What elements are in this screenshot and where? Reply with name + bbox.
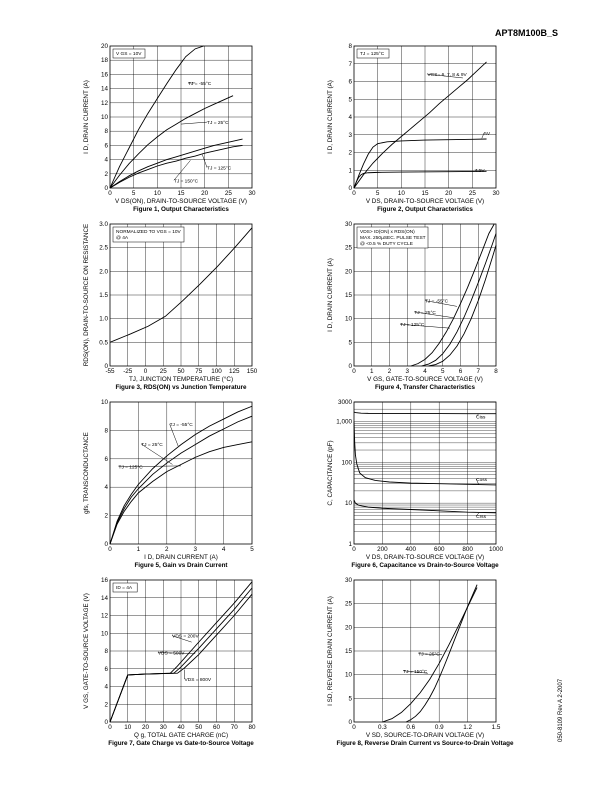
x-tick-label: 75 (195, 368, 203, 375)
figure-caption: Figure 5, Gain vs Drain Current (134, 562, 228, 569)
x-tick-label: 50 (177, 368, 185, 375)
y-tick-label: 1.0 (99, 315, 108, 323)
y-tick-label: 0 (104, 541, 108, 548)
x-tick-label: 40 (177, 724, 185, 731)
legend-box-text: ID = 4A (116, 586, 133, 591)
document-revision-note: 050-8109 Rev A 2-2007 (558, 678, 564, 742)
annotation-leader (174, 160, 191, 180)
annotation-label: VGS= 6, 7, 8 & 9V (427, 73, 467, 79)
figure-caption: Figure 8, Reverse Drain Current vs Source-to-Drain Voltage (336, 740, 514, 747)
y-tick-label: 0 (104, 719, 108, 726)
x-tick-label: 7 (476, 368, 481, 375)
figure-caption: Figure 3, RDS(ON) vs Junction Temperature (115, 384, 247, 391)
y-tick-label: 5 (348, 339, 352, 347)
x-tick-label: 5 (250, 546, 254, 553)
x-axis-label: V DS, DRAIN-TO-SOURCE VOLTAGE (V) (365, 554, 485, 561)
annotation-label: TJ = 25°C (207, 121, 229, 127)
annotation-leader (181, 122, 207, 124)
annotation-label: TJ = 25°C (418, 652, 440, 658)
x-tick-label: 1000 (488, 546, 504, 553)
y-tick-label: 8 (104, 648, 108, 655)
y-tick-label: 1.5 (99, 292, 108, 299)
y-tick-label: 8 (104, 128, 108, 136)
x-axis-label: V DS, DRAIN-TO-SOURCE VOLTAGE (V) (365, 198, 485, 205)
chart-figure-3 (76, 218, 266, 400)
series-line (406, 585, 477, 722)
y-tick-label: 1 (348, 541, 352, 548)
x-tick-label: 150 (246, 368, 258, 375)
chart-figure-7 (76, 574, 266, 756)
legend-box-text: NORMALIZED TO VGS = 10V (116, 230, 181, 235)
y-tick-label: 4 (104, 683, 108, 691)
plot-area (101, 399, 254, 553)
y-axis-label: I D, DRAIN CURRENT (A) (83, 80, 90, 154)
annotation-label: Ciss (476, 415, 486, 421)
x-axis-label: I D, DRAIN CURRENT (A) (144, 554, 218, 561)
y-tick-label: 2.0 (99, 268, 108, 276)
y-tick-label: 15 (344, 648, 352, 655)
y-tick-label: 2 (104, 512, 108, 520)
x-tick-label: 4 (423, 368, 427, 375)
annotation-label: TJ = 125°C (207, 166, 232, 172)
y-tick-label: 20 (344, 624, 352, 632)
x-tick-label: 0 (108, 546, 112, 553)
y-tick-label: 20 (100, 43, 108, 50)
annotation-label: 5V (484, 131, 491, 137)
chart-figure-5 (76, 396, 266, 578)
y-tick-label: 8 (348, 43, 352, 50)
annotation-label: TJ = -55°C (425, 299, 449, 305)
x-tick-label: 0 (108, 724, 112, 731)
y-tick-label: 25 (344, 600, 352, 608)
annotation-label: VDS = 200V (172, 634, 199, 640)
x-tick-label: 1 (136, 546, 141, 553)
plot-area (99, 221, 258, 375)
x-tick-label: 1 (369, 368, 374, 375)
x-tick-label: 400 (405, 546, 417, 553)
y-tick-label: 3.0 (99, 221, 108, 228)
x-tick-label: -55 (105, 368, 115, 375)
legend-box-text: @ <0.5 % DUTY CYCLE (360, 242, 413, 247)
x-axis-label: V SD, SOURCE-TO-DRAIN VOLTAGE (V) (365, 732, 485, 739)
x-tick-label: 200 (377, 546, 388, 553)
x-tick-label: 3 (405, 368, 410, 375)
x-tick-label: 0 (352, 368, 356, 375)
y-axis-label: I D, DRAIN CURRENT (A) (327, 80, 334, 154)
figure-caption: Figure 6, Capacitance vs Drain-to-Source Voltage (351, 562, 499, 569)
x-tick-label: 2 (387, 368, 392, 375)
y-tick-label: 10 (344, 500, 352, 508)
plot-area (348, 43, 500, 197)
x-tick-label: 2 (165, 546, 169, 553)
y-tick-label: 0.5 (99, 339, 108, 347)
annotation-label: TJ = 125°C (118, 465, 143, 471)
annotation-label: TJ = 150°C (173, 179, 199, 185)
y-tick-label: 1,000 (336, 418, 352, 426)
chart-figure-8 (320, 574, 515, 756)
y-tick-label: 2 (104, 701, 108, 709)
y-tick-label: 2 (348, 149, 352, 157)
x-tick-label: 1.2 (463, 724, 472, 731)
y-tick-label: 6 (104, 665, 108, 673)
x-tick-label: 0 (108, 190, 112, 197)
series-line (354, 421, 496, 484)
annotation-label: TJ = -55°C (169, 423, 193, 429)
y-tick-label: 0 (348, 719, 352, 726)
y-tick-label: 10 (344, 315, 352, 323)
x-tick-label: 5 (375, 190, 380, 197)
x-tick-label: 0.9 (434, 724, 444, 731)
y-tick-label: 4 (104, 156, 108, 164)
x-tick-label: 600 (433, 546, 445, 553)
x-tick-label: 0 (352, 546, 356, 553)
figure-caption: Figure 2, Output Characteristics (377, 206, 473, 213)
x-tick-label: 800 (462, 546, 473, 553)
y-tick-label: 10 (100, 114, 108, 121)
x-tick-label: 25 (159, 368, 167, 375)
series-line (110, 442, 252, 544)
y-tick-label: 10 (344, 671, 352, 679)
x-tick-label: 50 (195, 724, 203, 731)
y-tick-label: 0 (348, 363, 352, 370)
y-axis-label: I SD, REVERSE DRAIN CURRENT (A) (327, 596, 334, 706)
figure-caption: Figure 4, Transfer Characteristics (374, 384, 476, 391)
chart-figure-6 (320, 396, 520, 578)
annotation-label: TJ = 150°C (403, 669, 428, 675)
annotation-label: TJ = 125°C (400, 323, 425, 329)
x-tick-label: 125 (228, 368, 240, 375)
x-tick-label: 20 (445, 190, 453, 197)
y-axis-label: RDS(ON), DRAIN-TO-SOURCE ON RESISTANCE (83, 223, 90, 367)
legend-box-text: @ 4A (116, 236, 129, 241)
y-tick-label: 4 (348, 114, 352, 121)
y-tick-label: 16 (100, 577, 108, 584)
annotation-label: TJ = 25°C (141, 443, 163, 449)
y-tick-label: 3 (348, 131, 352, 139)
figure-caption: Figure 7, Gate Charge vs Gate-to-Source Voltage (108, 740, 254, 747)
x-tick-label: 25 (468, 190, 476, 197)
x-tick-label: 1.5 (491, 724, 501, 731)
series-line (354, 171, 487, 188)
y-tick-label: 12 (100, 612, 108, 620)
x-tick-label: 6 (458, 368, 463, 375)
chart-figure-4 (320, 218, 515, 400)
y-tick-label: 8 (104, 427, 108, 435)
y-tick-label: 0 (348, 185, 352, 192)
annotation-label: 4.5V (474, 169, 485, 175)
legend-box-text: VDS> ID(ON) x RDS(ON) (360, 230, 415, 235)
x-tick-label: 30 (492, 190, 500, 197)
x-tick-label: 30 (159, 724, 167, 731)
y-tick-label: 20 (344, 268, 352, 276)
annotation-label: VDS = 500V (157, 651, 185, 657)
annotation-label: Coss (476, 477, 488, 483)
x-tick-label: 20 (201, 190, 209, 197)
page-title: APT8M100B_S (494, 28, 558, 38)
y-tick-label: 6 (104, 142, 108, 150)
x-tick-label: 80 (248, 724, 256, 731)
y-tick-label: 16 (100, 71, 108, 79)
legend-box-text: V GS = 10V (116, 52, 142, 57)
y-tick-label: 30 (344, 221, 352, 228)
series-line (110, 96, 233, 188)
y-tick-label: 30 (344, 577, 352, 584)
series-line (354, 500, 496, 513)
legend-box-text: MAX. 250µSEC. PULSE TEST (360, 236, 426, 241)
x-tick-label: 60 (212, 724, 221, 731)
series-line (354, 139, 487, 188)
y-tick-label: 3000 (337, 399, 352, 406)
y-tick-label: 6 (104, 455, 108, 463)
y-tick-label: 6 (348, 78, 352, 86)
y-tick-label: 7 (348, 60, 352, 68)
x-tick-label: 0.3 (378, 724, 387, 731)
x-tick-label: 100 (211, 368, 222, 375)
series-line (110, 416, 252, 544)
legend-box-text: TJ = 125°C (360, 52, 385, 57)
x-tick-label: 15 (421, 190, 429, 197)
y-tick-label: 15 (344, 292, 352, 299)
plot-area (345, 577, 501, 731)
x-tick-label: 4 (221, 546, 226, 553)
y-tick-label: 10 (100, 630, 108, 638)
y-tick-label: 10 (100, 399, 108, 406)
x-tick-label: 10 (124, 724, 132, 731)
x-tick-label: 5 (440, 368, 445, 375)
y-tick-label: 14 (100, 85, 108, 93)
annotation-label: VDS = 800V (184, 678, 212, 684)
series-line (354, 412, 496, 414)
x-tick-label: 10 (397, 190, 405, 197)
x-axis-label: V GS, GATE-TO-SOURCE VOLTAGE (V) (367, 376, 483, 383)
y-tick-label: 0 (104, 185, 108, 192)
y-tick-label: 14 (100, 594, 108, 602)
y-tick-label: 2 (104, 170, 108, 178)
y-tick-label: 2.5 (99, 244, 108, 252)
x-tick-label: 25 (224, 190, 232, 197)
y-axis-label: gfs, TRANSCONDUCTANCE (83, 432, 90, 514)
y-tick-label: 5 (348, 695, 352, 703)
x-axis-label: TJ, JUNCTION TEMPERATURE (°C) (128, 376, 234, 383)
y-tick-label: 12 (100, 99, 108, 107)
annotation-label: TJ = 25°C (414, 310, 436, 316)
x-tick-label: 8 (494, 368, 498, 375)
y-tick-label: 18 (100, 57, 108, 65)
y-axis-label: C, CAPACITANCE (pF) (327, 440, 334, 506)
plot-area (345, 221, 498, 375)
x-tick-label: 15 (177, 190, 185, 197)
y-axis-label: V GS, GATE-TO-SOURCE VOLTAGE (V) (83, 593, 90, 709)
x-tick-label: 0 (352, 724, 356, 731)
series-line (354, 62, 487, 188)
x-tick-label: 0 (143, 368, 148, 375)
y-tick-label: 0 (104, 363, 108, 370)
plot-area (101, 577, 256, 731)
x-tick-label: 20 (141, 724, 150, 731)
x-tick-label: 30 (248, 190, 256, 197)
y-tick-label: 4 (104, 484, 108, 492)
y-tick-label: 5 (348, 96, 352, 104)
chart-figure-1 (76, 40, 266, 225)
annotation-label: TJ = -55°C (188, 82, 212, 88)
x-tick-label: 10 (153, 190, 161, 197)
figure-caption: Figure 1, Output Characteristics (133, 206, 229, 213)
x-tick-label: 0.6 (406, 724, 416, 731)
x-axis-label: V DS(ON), DRAIN-TO-SOURCE VOLTAGE (V) (115, 198, 247, 205)
x-axis-label: Q g, TOTAL GATE CHARGE (nC) (133, 732, 229, 739)
y-axis-label: I D, DRAIN CURRENT (A) (327, 258, 334, 332)
annotation-label: Crss (476, 515, 486, 521)
y-tick-label: 25 (344, 244, 352, 252)
x-tick-label: 0 (352, 190, 356, 197)
chart-figure-2 (320, 40, 515, 225)
x-tick-label: -25 (123, 368, 133, 375)
x-tick-label: 3 (193, 546, 197, 553)
x-tick-label: 5 (131, 190, 136, 197)
x-tick-label: 70 (230, 724, 238, 731)
y-tick-label: 100 (341, 459, 352, 467)
y-tick-label: 1 (348, 167, 352, 175)
plot-area (101, 43, 256, 197)
plot-area (336, 399, 503, 553)
